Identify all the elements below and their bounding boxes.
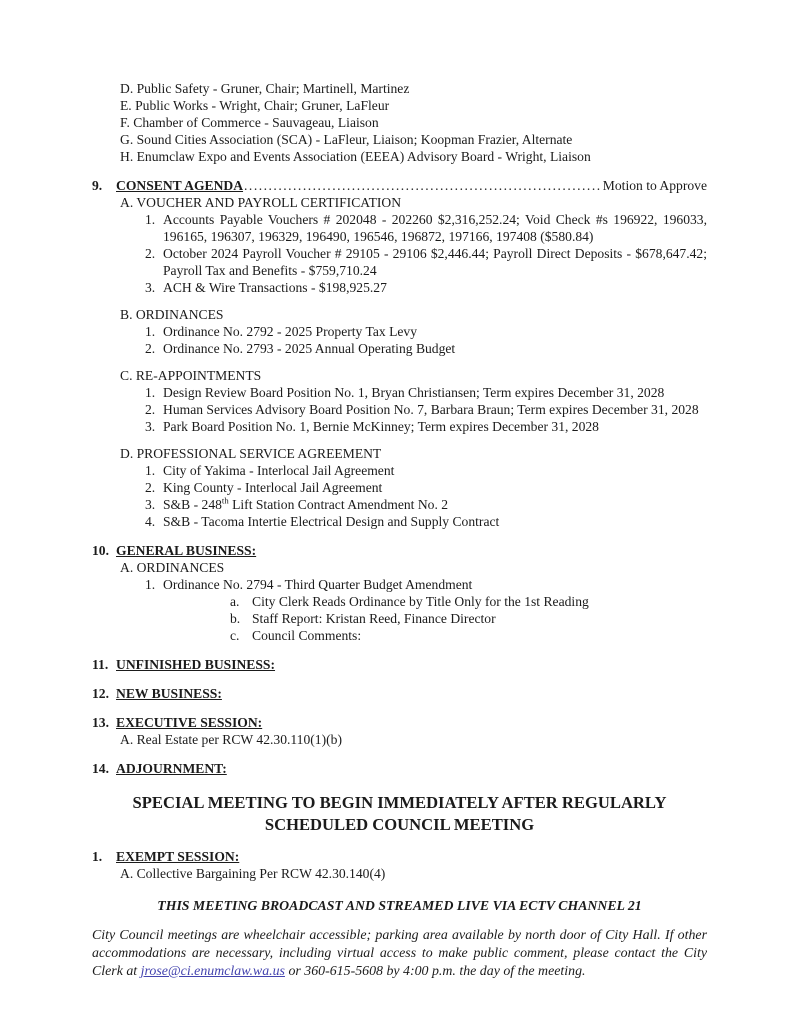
agenda-section-head [92, 760, 707, 777]
agenda-item [145, 340, 707, 357]
section-title: NEW BUSINESS: [116, 686, 222, 701]
item-body [163, 384, 707, 401]
agenda-section-head [92, 542, 707, 559]
agenda-section [92, 714, 707, 748]
item-number: 2. [145, 341, 156, 356]
section-number: 10. [92, 543, 109, 558]
group-heading: A. ORDINANCES [120, 560, 225, 575]
item-text: Ordinance No. 2793 - 2025 Annual Operating Budget [163, 341, 456, 356]
item-body [163, 479, 707, 496]
agenda-section [92, 685, 707, 702]
committee-item: H. Enumclaw Expo and Events Association (EEEA) Advisory Board - Wright, Liaison [120, 149, 591, 164]
special-meeting-heading [92, 792, 707, 836]
item-body [163, 279, 707, 296]
section-number: 9. [92, 178, 103, 193]
accessibility-note-text-end: or 360-615-5608 by 4:00 p.m. the day of the meeting. [284, 964, 586, 979]
group-heading: D. PROFESSIONAL SERVICE AGREEMENT [120, 446, 382, 461]
agenda-sections [92, 177, 707, 777]
agenda-item [145, 462, 707, 479]
agenda-item [145, 323, 707, 340]
section-title: GENERAL BUSINESS: [116, 543, 257, 558]
agenda-item [145, 479, 707, 496]
agenda-group [92, 865, 707, 882]
email-link[interactable]: jrose@ci.enumclaw.wa.us [140, 964, 285, 979]
item-number: 2. [145, 402, 156, 417]
item-body [163, 418, 707, 435]
special-meeting-heading-line2: SCHEDULED COUNCIL MEETING [264, 815, 535, 834]
broadcast-notice: THIS MEETING BROADCAST AND STREAMED LIVE VIA ECTV CHANNEL 21 [157, 898, 642, 913]
subitem-letter: b. [230, 611, 241, 626]
section-number: 12. [92, 686, 109, 701]
item-number: 1. [145, 385, 156, 400]
item-text: October 2024 Payroll Voucher # 29105 - 29106 $2,446.44; Payroll Direct Deposits - $678,647.42; Payroll Tax and Benefits - $759,710.24 [163, 246, 707, 278]
item-text-part: S&B - 248 [163, 497, 222, 512]
item-text: City of Yakima - Interlocal Jail Agreement [163, 463, 395, 478]
committee-item: G. Sound Cities Association (SCA) - LaFleur, Liaison; Koopman Frazier, Alternate [120, 132, 573, 147]
section-title: ADJOURNMENT: [116, 761, 227, 776]
item-body [163, 323, 707, 340]
agenda-group [92, 559, 707, 644]
item-body [163, 211, 707, 245]
dot-leader [244, 177, 602, 194]
agenda-item [145, 401, 707, 418]
group-heading: A. VOUCHER AND PAYROLL CERTIFICATION [120, 195, 402, 210]
section-number: 13. [92, 715, 109, 730]
item-text: Ordinance No. 2794 - Third Quarter Budget Amendment [163, 577, 473, 592]
section-title: UNFINISHED BUSINESS: [116, 657, 276, 672]
section-title: EXEMPT SESSION: [116, 849, 240, 864]
item-text: S&B - Tacoma Intertie Electrical Design and Supply Contract [163, 514, 500, 529]
group-heading: B. ORDINANCES [120, 307, 224, 322]
agenda-section-head [92, 848, 707, 865]
subitem-text: Council Comments: [252, 628, 362, 643]
subitem-text: Staff Report: Kristan Reed, Finance Director [252, 611, 496, 626]
item-body [163, 462, 707, 479]
item-number: 3. [145, 419, 156, 434]
special-meeting-sections [92, 848, 707, 882]
agenda-item [145, 211, 707, 245]
agenda-section-head [92, 177, 707, 194]
agenda-group [92, 445, 707, 530]
item-text: ACH & Wire Transactions - $198,925.27 [163, 280, 387, 295]
agenda-subitem [230, 593, 707, 610]
agenda-subitem [230, 627, 707, 644]
item-text [163, 496, 707, 513]
agenda-section [92, 656, 707, 673]
item-body [163, 245, 707, 279]
subitem-text: City Clerk Reads Ordinance by Title Only for the 1st Reading [252, 594, 589, 609]
item-body [163, 340, 707, 357]
agenda-item [145, 496, 707, 513]
item-number: 1. [145, 324, 156, 339]
accessibility-note-text: City Council meetings are wheelchair accessible; parking area available by north door of City Hall. If other accommodations are necessary, including virtual access to make public comment, please contact the City Clerk at [92, 928, 707, 979]
agenda-section [92, 760, 707, 777]
item-number: 1. [145, 463, 156, 478]
agenda-item [145, 384, 707, 401]
agenda-group [92, 367, 707, 435]
item-number: 3. [145, 280, 156, 295]
accessibility-note [92, 927, 707, 981]
agenda-item [145, 513, 707, 530]
item-text: Ordinance No. 2792 - 2025 Property Tax Levy [163, 324, 417, 339]
item-number: 2. [145, 246, 156, 261]
committee-item: F. Chamber of Commerce - Sauvageau, Liaison [120, 115, 379, 130]
item-text: Human Services Advisory Board Position No. 7, Barbara Braun; Term expires December 31, 2028 [163, 402, 699, 417]
item-body [163, 513, 707, 530]
agenda-group [92, 194, 707, 296]
item-body [163, 496, 707, 513]
section-number: 1. [92, 849, 103, 864]
item-text-part: Lift Station Contract Amendment No. 2 [228, 497, 449, 512]
agenda-item [145, 418, 707, 435]
item-text: King County - Interlocal Jail Agreement [163, 480, 383, 495]
agenda-section-head [92, 714, 707, 731]
agenda-section [92, 848, 707, 882]
agenda-section-head [92, 656, 707, 673]
item-body [163, 576, 707, 644]
agenda-section [92, 542, 707, 644]
special-meeting-heading-line1: SPECIAL MEETING TO BEGIN IMMEDIATELY AFTER REGULARLY [132, 793, 667, 812]
section-number: 14. [92, 761, 109, 776]
subitem-letter: c. [230, 628, 240, 643]
item-number: 3. [145, 497, 156, 512]
item-number: 1. [145, 212, 156, 227]
subitem-letter: a. [230, 594, 240, 609]
agenda-subitem [230, 610, 707, 627]
item-number: 2. [145, 480, 156, 495]
group-heading: A. Real Estate per RCW 42.30.110(1)(b) [120, 732, 342, 747]
item-text: Design Review Board Position No. 1, Bryan Christiansen; Term expires December 31, 2028 [163, 385, 665, 400]
section-action-text: Motion to Approve [602, 178, 707, 193]
item-text-superscript: th [221, 495, 229, 506]
agenda-section [92, 177, 707, 530]
item-number: 1. [145, 577, 156, 592]
item-number: 4. [145, 514, 156, 529]
group-heading: C. RE-APPOINTMENTS [120, 368, 262, 383]
agenda-section-head [92, 685, 707, 702]
committee-list [92, 80, 707, 165]
agenda-item [145, 245, 707, 279]
section-number: 11. [92, 657, 109, 672]
group-heading: A. Collective Bargaining Per RCW 42.30.140(4) [120, 866, 386, 881]
committee-item: E. Public Works - Wright, Chair; Gruner, LaFleur [120, 98, 390, 113]
committee-item: D. Public Safety - Gruner, Chair; Martinell, Martinez [120, 81, 410, 96]
agenda-item [145, 576, 707, 644]
section-title: CONSENT AGENDA [116, 178, 244, 193]
item-body [163, 401, 707, 418]
item-text: Park Board Position No. 1, Bernie McKinney; Term expires December 31, 2028 [163, 419, 599, 434]
item-text: Accounts Payable Vouchers # 202048 - 202260 $2,316,252.24; Void Check #s 196922, 196033, 196165, 196307, 196329, 196490, 196546, 196872, 197166, 197408 ($580.84) [163, 212, 707, 244]
section-title: EXECUTIVE SESSION: [116, 715, 263, 730]
agenda-group [92, 731, 707, 748]
agenda-item [145, 279, 707, 296]
agenda-group [92, 306, 707, 357]
